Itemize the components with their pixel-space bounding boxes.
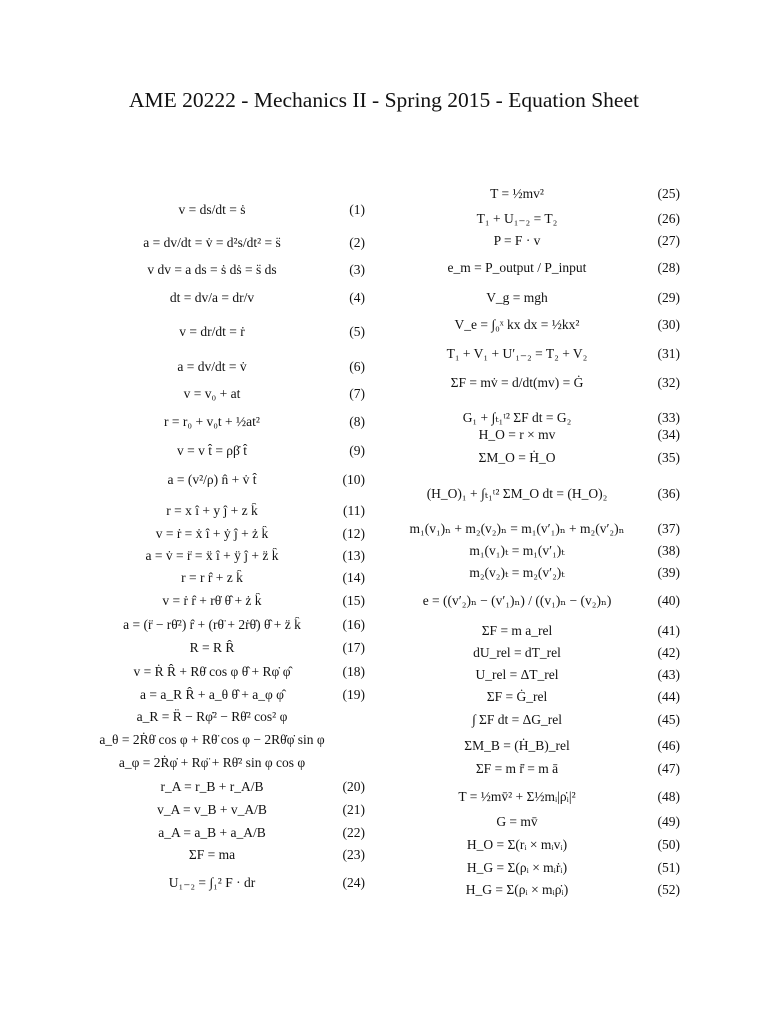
equation-row bbox=[95, 776, 365, 798]
equation-expression: (H_O)₁ + ∫ₜ₁ᵗ² ΣM_O dt = (H_O)₂ bbox=[426, 486, 608, 501]
equation-expression: ΣF = ma bbox=[188, 847, 236, 862]
equation-expression: m₂(v₂)ₜ = m₂(v′₂)ₜ bbox=[469, 565, 565, 580]
equation-row bbox=[95, 661, 365, 683]
equation-expression: e_m = P_output / P_input bbox=[447, 260, 587, 275]
equation-row bbox=[390, 664, 680, 686]
equation-number: (39) bbox=[657, 565, 680, 580]
equation-expression: H_O = Σ(rᵢ × mᵢvᵢ) bbox=[466, 837, 568, 852]
equation-row bbox=[390, 834, 680, 856]
equation-expression: a = dv/dt = v̇ = d²s/dt² = s̈ bbox=[143, 235, 281, 250]
equation-expression: R = R R̂ bbox=[189, 640, 235, 655]
equation-expression: ∫ ΣF dt = ΔG_rel bbox=[471, 712, 563, 727]
equation-number: (35) bbox=[657, 450, 680, 465]
equation-number: (9) bbox=[349, 443, 365, 458]
equation-row bbox=[95, 729, 365, 751]
equation-expression: T₁ + U₁₋₂ = T₂ bbox=[476, 211, 558, 226]
equation-number: (26) bbox=[657, 211, 680, 226]
equation-number: (7) bbox=[349, 386, 365, 401]
equation-expression: a_φ = 2Ṙφ̇ + Rφ̈ + Rθ̇² sin φ cos φ bbox=[118, 755, 306, 770]
equation-expression: r = r₀ + v₀t + ½at² bbox=[164, 414, 260, 429]
equation-row bbox=[390, 424, 680, 446]
equation-expression: H_G = Σ(ρᵢ × mᵢρ̇ᵢ) bbox=[465, 882, 569, 897]
equation-number: (13) bbox=[342, 548, 365, 563]
equation-number: (12) bbox=[342, 526, 365, 541]
equation-row bbox=[390, 620, 680, 642]
equation-number: (31) bbox=[657, 346, 680, 361]
equation-row bbox=[390, 642, 680, 664]
equation-number: (14) bbox=[342, 570, 365, 585]
equation-row bbox=[390, 518, 680, 540]
equation-row bbox=[95, 469, 365, 491]
equation-row bbox=[390, 786, 680, 808]
equation-number: (29) bbox=[657, 290, 680, 305]
equation-row bbox=[95, 822, 365, 844]
equation-number: (17) bbox=[342, 640, 365, 655]
equation-expression: a = a_R R̂ + a_θ θ̂ + a_φ φ̂ bbox=[140, 687, 284, 702]
equation-expression: dt = dv/a = dr/v bbox=[169, 290, 255, 305]
equation-expression: a_θ = 2Ṙθ̇ cos φ + Rθ̈ cos φ − 2Rθ̇φ̇ sin φ bbox=[99, 732, 325, 747]
equation-row bbox=[95, 383, 365, 405]
equation-number: (24) bbox=[342, 875, 365, 890]
equation-row bbox=[95, 614, 365, 636]
equation-row bbox=[390, 183, 680, 205]
equation-number: (3) bbox=[349, 262, 365, 277]
equation-expression: a = (v²/ρ) n̂ + v̇ t̂ bbox=[167, 472, 257, 487]
equation-expression: V_e = ∫₀ˣ kx dx = ½kx² bbox=[454, 317, 580, 332]
equation-expression: a_R = R̈ − Rφ̇² − Rθ̇² cos² φ bbox=[136, 709, 288, 724]
equation-row bbox=[390, 735, 680, 757]
equation-number: (28) bbox=[657, 260, 680, 275]
equation-expression: a = (r̈ − rθ̇²) r̂ + (rθ̈ + 2ṙθ̇) θ̂ + z̈ k̂ bbox=[123, 617, 301, 632]
equation-number: (50) bbox=[657, 837, 680, 852]
equation-row bbox=[95, 500, 365, 522]
equation-expression: v dv = a ds = ṡ dṡ = s̈ ds bbox=[147, 262, 277, 277]
equation-expression: a = v̇ = r̈ = ẍ î + ÿ ĵ + z̈ k̂ bbox=[145, 548, 279, 563]
equation-number: (45) bbox=[657, 712, 680, 727]
equation-number: (30) bbox=[657, 317, 680, 332]
equation-expression: v = ds/dt = ṡ bbox=[178, 202, 246, 217]
equation-expression: v = v₀ + at bbox=[183, 386, 241, 401]
equation-row bbox=[390, 483, 680, 505]
equation-row bbox=[95, 259, 365, 281]
equation-number: (15) bbox=[342, 593, 365, 608]
equation-expression: T = ½mv² bbox=[490, 186, 544, 201]
equation-row bbox=[95, 232, 365, 254]
equation-row bbox=[390, 758, 680, 780]
equation-row bbox=[390, 287, 680, 309]
equation-number: (43) bbox=[657, 667, 680, 682]
equation-expression: a = dv/dt = v̇ bbox=[177, 359, 247, 374]
equation-expression: v = ṙ r̂ + rθ̇ θ̂ + ż k̂ bbox=[162, 593, 262, 608]
equation-number: (25) bbox=[657, 186, 680, 201]
equation-row bbox=[390, 686, 680, 708]
equation-number: (10) bbox=[342, 472, 365, 487]
equation-number: (49) bbox=[657, 814, 680, 829]
equation-expression: G = mv̄ bbox=[496, 814, 538, 829]
equation-row bbox=[95, 440, 365, 462]
equation-row bbox=[95, 523, 365, 545]
equation-row bbox=[390, 343, 680, 365]
equation-row bbox=[95, 637, 365, 659]
equation-expression: G₁ + ∫ₜ₁ᵗ² ΣF dt = G₂ bbox=[462, 410, 572, 425]
equation-expression: U₁₋₂ = ∫₁² F · dr bbox=[168, 875, 256, 890]
equation-expression: r = x î + y ĵ + z k̂ bbox=[166, 503, 258, 518]
equation-expression: v = ṙ = ẋ î + ẏ ĵ + ż k̂ bbox=[155, 526, 269, 541]
equation-number: (36) bbox=[657, 486, 680, 501]
equation-expression: ΣF = m a_rel bbox=[481, 623, 553, 638]
equation-row bbox=[95, 799, 365, 821]
equation-number: (47) bbox=[657, 761, 680, 776]
equation-number: (44) bbox=[657, 689, 680, 704]
equation-expression: ΣM_O = Ḣ_O bbox=[478, 450, 556, 465]
equation-number: (19) bbox=[342, 687, 365, 702]
equation-row bbox=[95, 684, 365, 706]
equation-expression: ΣM_B = (Ḣ_B)_rel bbox=[464, 738, 570, 753]
equation-row bbox=[390, 314, 680, 336]
equation-expression: V_g = mgh bbox=[486, 290, 548, 305]
equation-number: (48) bbox=[657, 789, 680, 804]
equation-expression: H_G = Σ(ρᵢ × mᵢṙᵢ) bbox=[466, 860, 568, 875]
equation-number: (46) bbox=[657, 738, 680, 753]
equation-expression: v_A = v_B + v_A/B bbox=[157, 802, 267, 817]
equation-row bbox=[390, 257, 680, 279]
equation-expression: v = v t̂ = ρβ̇ t̂ bbox=[176, 443, 248, 458]
equation-row bbox=[95, 356, 365, 378]
equation-number: (1) bbox=[349, 202, 365, 217]
equation-expression: ΣF = Ġ_rel bbox=[486, 689, 548, 704]
equation-expression: a_A = a_B + a_A/B bbox=[158, 825, 266, 840]
equation-expression: ΣF = m r̈̄ = m ā bbox=[475, 761, 559, 776]
equation-number: (20) bbox=[342, 779, 365, 794]
equation-expression: m₁(v₁)ₙ + m₂(v₂)ₙ = m₁(v′₁)ₙ + m₂(v′₂)ₙ bbox=[409, 521, 625, 536]
equation-number: (27) bbox=[657, 233, 680, 248]
equation-expression: m₁(v₁)ₜ = m₁(v′₁)ₜ bbox=[469, 543, 565, 558]
equation-row bbox=[390, 447, 680, 469]
equation-row bbox=[95, 411, 365, 433]
equation-number: (42) bbox=[657, 645, 680, 660]
equation-row bbox=[95, 321, 365, 343]
equation-number: (33) bbox=[657, 410, 680, 425]
equation-row bbox=[95, 199, 365, 221]
equation-number: (37) bbox=[657, 521, 680, 536]
equation-row bbox=[95, 590, 365, 612]
equation-row bbox=[390, 709, 680, 731]
equation-row bbox=[95, 287, 365, 309]
equation-number: (16) bbox=[342, 617, 365, 632]
equation-row bbox=[390, 590, 680, 612]
equation-expression: P = F · v bbox=[493, 233, 541, 248]
equation-row bbox=[95, 844, 365, 866]
equation-number: (41) bbox=[657, 623, 680, 638]
equation-row bbox=[390, 540, 680, 562]
equation-row bbox=[95, 872, 365, 894]
page-title: AME 20222 - Mechanics II - Spring 2015 - Equation Sheet bbox=[129, 88, 639, 112]
equation-number: (5) bbox=[349, 324, 365, 339]
equation-row bbox=[390, 811, 680, 833]
equation-row bbox=[390, 562, 680, 584]
equation-number: (2) bbox=[349, 235, 365, 250]
equation-expression: ΣF = mv̇ = d/dt(mv) = Ġ bbox=[450, 375, 584, 390]
equation-expression: r_A = r_B + r_A/B bbox=[160, 779, 264, 794]
equation-number: (6) bbox=[349, 359, 365, 374]
equation-row bbox=[95, 752, 365, 774]
equation-number: (21) bbox=[342, 802, 365, 817]
equation-number: (34) bbox=[657, 427, 680, 442]
equation-expression: H_O = r × mv bbox=[478, 427, 556, 442]
equation-row bbox=[95, 545, 365, 567]
equation-number: (38) bbox=[657, 543, 680, 558]
equation-row bbox=[390, 372, 680, 394]
equation-row bbox=[390, 857, 680, 879]
equation-expression: r = r r̂ + z k̂ bbox=[181, 570, 243, 585]
equation-row bbox=[390, 208, 680, 230]
equation-row bbox=[390, 879, 680, 901]
equation-number: (23) bbox=[342, 847, 365, 862]
equation-number: (4) bbox=[349, 290, 365, 305]
equation-row bbox=[390, 230, 680, 252]
equation-expression: e = ((v′₂)ₙ − (v′₁)ₙ) / ((v₁)ₙ − (v₂)ₙ) bbox=[422, 593, 612, 608]
equation-number: (11) bbox=[343, 503, 365, 518]
equation-expression: T₁ + V₁ + U′₁₋₂ = T₂ + V₂ bbox=[446, 346, 588, 361]
equation-number: (52) bbox=[657, 882, 680, 897]
equation-number: (18) bbox=[342, 664, 365, 679]
equation-expression: T = ½mv̄² + Σ½mᵢ|ρ̇ᵢ|² bbox=[458, 789, 576, 804]
equation-row bbox=[95, 706, 365, 728]
equation-number: (22) bbox=[342, 825, 365, 840]
equation-expression: v = Ṙ R̂ + Rθ̇ cos φ θ̂ + Rφ̇ φ̂ bbox=[133, 664, 291, 679]
equation-expression: U_rel = ΔT_rel bbox=[475, 667, 559, 682]
equation-expression: dU_rel = dT_rel bbox=[473, 645, 561, 660]
equation-number: (40) bbox=[657, 593, 680, 608]
equation-number: (8) bbox=[349, 414, 365, 429]
equation-number: (51) bbox=[657, 860, 680, 875]
equation-row bbox=[95, 567, 365, 589]
equation-expression: v = dr/dt = ṙ bbox=[179, 324, 245, 339]
equation-number: (32) bbox=[657, 375, 680, 390]
